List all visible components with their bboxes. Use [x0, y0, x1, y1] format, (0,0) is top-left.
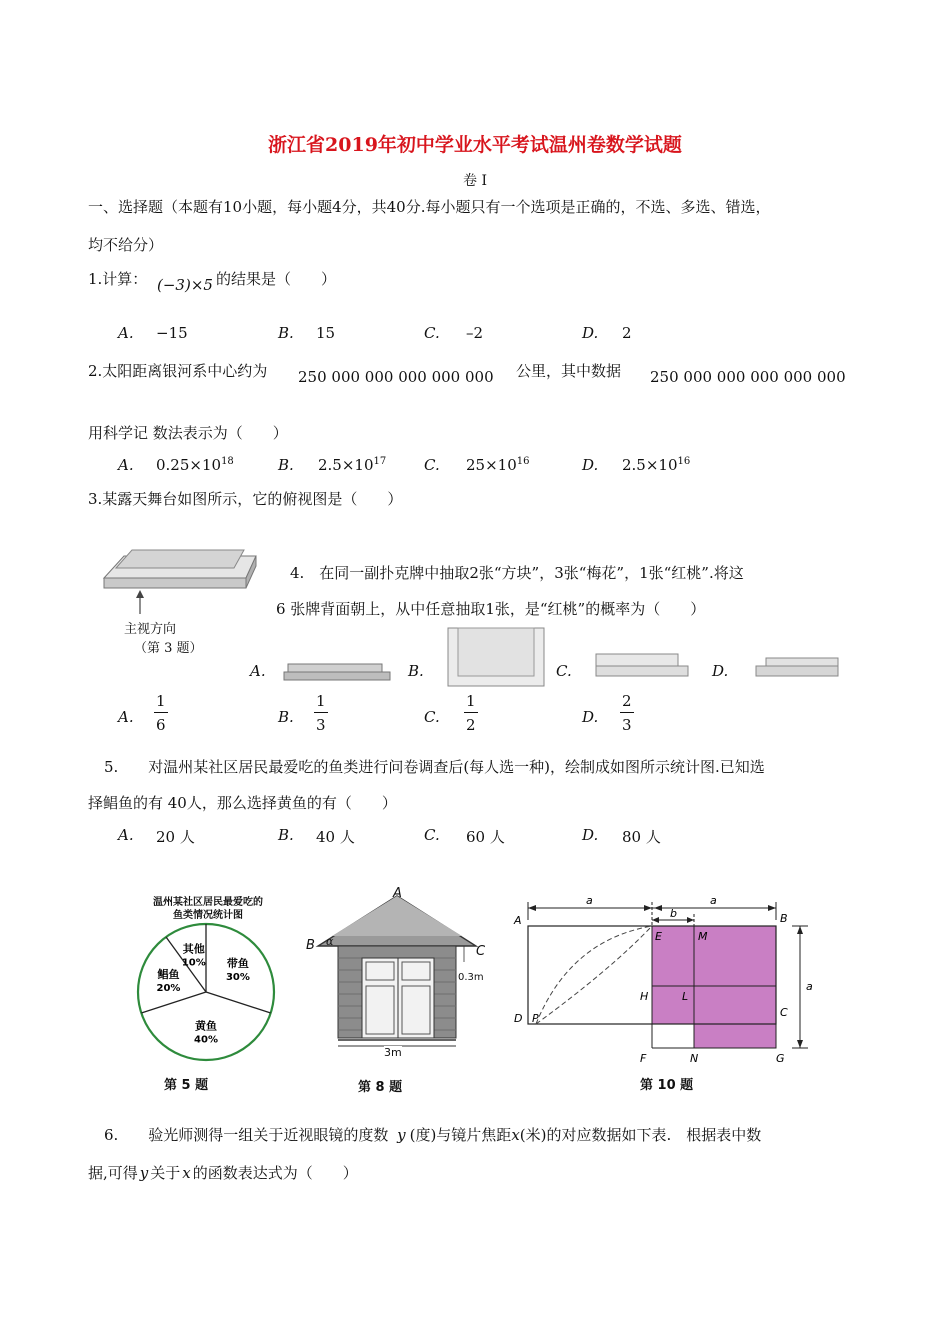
pie-slice-pct-3: 20% [156, 982, 181, 994]
q4-option-b-fraction: $\frac{1}{3}$ [316, 692, 326, 734]
fig10-label-a-point: A [514, 914, 522, 927]
q3-view-direction-label: 主视方向 [124, 622, 177, 637]
q6-var-x: x [511, 1126, 520, 1144]
q1-option-c-value: –2 [466, 324, 484, 342]
q4-option-b-label: B. [278, 708, 294, 726]
q4-option-d-label: D. [582, 708, 599, 726]
q3-option-a-figure [282, 660, 394, 684]
fig10-geometry-figure [510, 890, 830, 1070]
q4-option-a-fraction: $\frac{1}{6}$ [156, 692, 166, 734]
fig10-label-f-point: F [640, 1052, 647, 1065]
q1-option-a-label: A. [118, 324, 134, 342]
q1-option-a-value: −15 [156, 324, 188, 342]
fig10-label-p-point: P [532, 1012, 539, 1025]
q5-option-d-value: 80 人 [622, 828, 661, 846]
q3-option-a-label: A. [250, 662, 266, 680]
q2-number-1: 250 000 000 000 000 000 [298, 368, 494, 386]
fig8-label-b: B [306, 938, 315, 953]
fig8-label-a: A [393, 886, 402, 901]
fig10-caption: 第 10 题 [640, 1078, 694, 1093]
q6-var-y: y [397, 1126, 406, 1144]
q3-stage-figure [96, 536, 266, 632]
q1-option-c-label: C. [424, 324, 440, 342]
fig10-dim-a-top-left: a [586, 894, 593, 907]
volume-label: 卷 I [463, 173, 487, 189]
q1-option-d-label: D. [582, 324, 599, 342]
q3-option-d-label: D. [712, 662, 729, 680]
q5-line2: 择鲳鱼的有 40人，那么选择黄鱼的有（ ） [88, 794, 397, 812]
fig10-dim-b: b [670, 907, 677, 920]
section-instructions: 一、选择题（本题有10小题，每小题4分，共40分.每小题只有一个选项是正确的，不选、多选、错选， [88, 198, 771, 216]
pie-slice-name-2: 黄鱼 [195, 1019, 217, 1033]
q1-tail: 的结果是（ ） [216, 270, 337, 288]
q2-option-b-label: B. [278, 456, 294, 474]
section-instructions-cont: 均不给分） [88, 236, 164, 254]
fig8-caption: 第 8 题 [358, 1080, 403, 1095]
q3-option-b-figure [446, 626, 548, 690]
fig10-label-g-point: G [776, 1052, 785, 1065]
q5-option-b-label: B. [278, 826, 294, 844]
q4-option-c-label: C. [424, 708, 440, 726]
q1-option-b-value: 15 [316, 324, 336, 342]
q1-stem: 1.计算： [88, 270, 148, 288]
fig8-label-c: C [476, 944, 486, 959]
pie-slice-pct-1: 30% [225, 971, 250, 983]
pie-slice-name-0: 其他 [182, 942, 205, 956]
fig10-dim-a-top-right: a [710, 894, 717, 907]
fig10-label-l-point: L [682, 990, 689, 1003]
q5-option-c-value: 60 人 [466, 828, 505, 846]
q3-option-c-label: C. [556, 662, 572, 680]
q4-option-a-label: A. [118, 708, 134, 726]
q2-option-c-label: C. [424, 456, 440, 474]
fig8-height-label: 0.3m [458, 972, 484, 983]
q3-option-c-figure [594, 650, 690, 680]
q4-option-c-fraction: $\frac{1}{2}$ [466, 692, 476, 734]
q1-option-d-value: 2 [622, 324, 632, 342]
q3-caption: （第 3 题） [134, 641, 203, 656]
q6-var-x-2: x [182, 1164, 191, 1182]
q2-option-d-value: $2.5\times 10^{16}$ [622, 456, 691, 474]
q4-option-d-fraction: $\frac{2}{3}$ [622, 692, 632, 734]
fig10-label-c-point: C [780, 1006, 788, 1019]
fig10-label-d-point: D [514, 1012, 523, 1025]
q2-stem: 2.太阳距离银河系中心约为 [88, 362, 268, 380]
fig10-label-h-point: H [640, 990, 649, 1003]
q4-line2: 6 张牌背面朝上，从中任意抽取1张，是“红桃”的概率为（ ） [276, 600, 706, 618]
q6-line2: 据,可得 y 关于 x 的函数表达式为（ ） [88, 1164, 358, 1182]
q2-option-a-value: $0.25\times 10^{18}$ [156, 456, 234, 474]
fig10-label-n-point: N [690, 1052, 699, 1065]
q2-line2: 用科学记 数法表示为（ ） [88, 424, 288, 442]
fig5-pie-chart [130, 918, 290, 1068]
q5-line1: 5. 对温州某社区居民最爱吃的鱼类进行问卷调查后(每人选一种)，绘制成如图所示统计图.已知选 [104, 758, 765, 776]
q1-expression: (−3)×5 [157, 276, 213, 294]
q5-option-a-value: 20 人 [156, 828, 195, 846]
q2-option-a-label: A. [118, 456, 134, 474]
q6-line1: 6. 验光师测得一组关于近视眼镜的度数 y (度)与镜片焦距x(米)的对应数据如下表. 根据表中数 [104, 1126, 762, 1144]
q5-option-a-label: A. [118, 826, 134, 844]
q2-option-b-value: $2.5\times 10^{17}$ [318, 456, 387, 474]
q3-stem: 3.某露天舞台如图所示，它的俯视图是（ ） [88, 490, 403, 508]
q2-mid: 公里，其中数据 [516, 362, 622, 380]
q3-option-d-figure [754, 654, 840, 680]
fig5-title-line1: 温州某社区居民最爱吃的 [153, 897, 263, 908]
q2-option-c-value: $25\times 10^{16}$ [466, 456, 530, 474]
q1-option-b-label: B. [278, 324, 294, 342]
pie-slice-pct-0: 10% [181, 957, 206, 969]
q5-option-b-value: 40 人 [316, 828, 355, 846]
pie-slice-name-3: 鲳鱼 [157, 967, 180, 981]
fig10-label-m-point: M [698, 930, 708, 943]
pie-slice-pct-2: 40% [194, 1034, 218, 1046]
q3-option-b-label: B. [408, 662, 424, 680]
q6-var-y-2: y [139, 1164, 149, 1182]
pie-slice-name-1: 带鱼 [226, 956, 249, 970]
fig10-dim-a-right: a [806, 980, 813, 993]
q4-line1: 4. 在同一副扑克牌中抽取2张“方块”，3张“梅花”，1张“红桃”.将这 [290, 564, 744, 582]
q2-number-2: 250 000 000 000 000 000 [650, 368, 846, 386]
fig5-title-line2: 鱼类情况统计图 [173, 910, 243, 921]
q5-option-c-label: C. [424, 826, 440, 844]
q2-option-d-label: D. [582, 456, 599, 474]
fig10-label-b-point: B [780, 912, 788, 925]
fig8-width-label: 3m [384, 1046, 402, 1059]
q5-option-d-label: D. [582, 826, 599, 844]
fig5-caption: 第 5 题 [164, 1078, 209, 1093]
fig8-label-alpha: α [326, 935, 334, 948]
fig10-label-e-point: E [655, 930, 662, 943]
page-title: 浙江省2019年初中学业水平考试温州卷数学试题 [268, 134, 682, 156]
